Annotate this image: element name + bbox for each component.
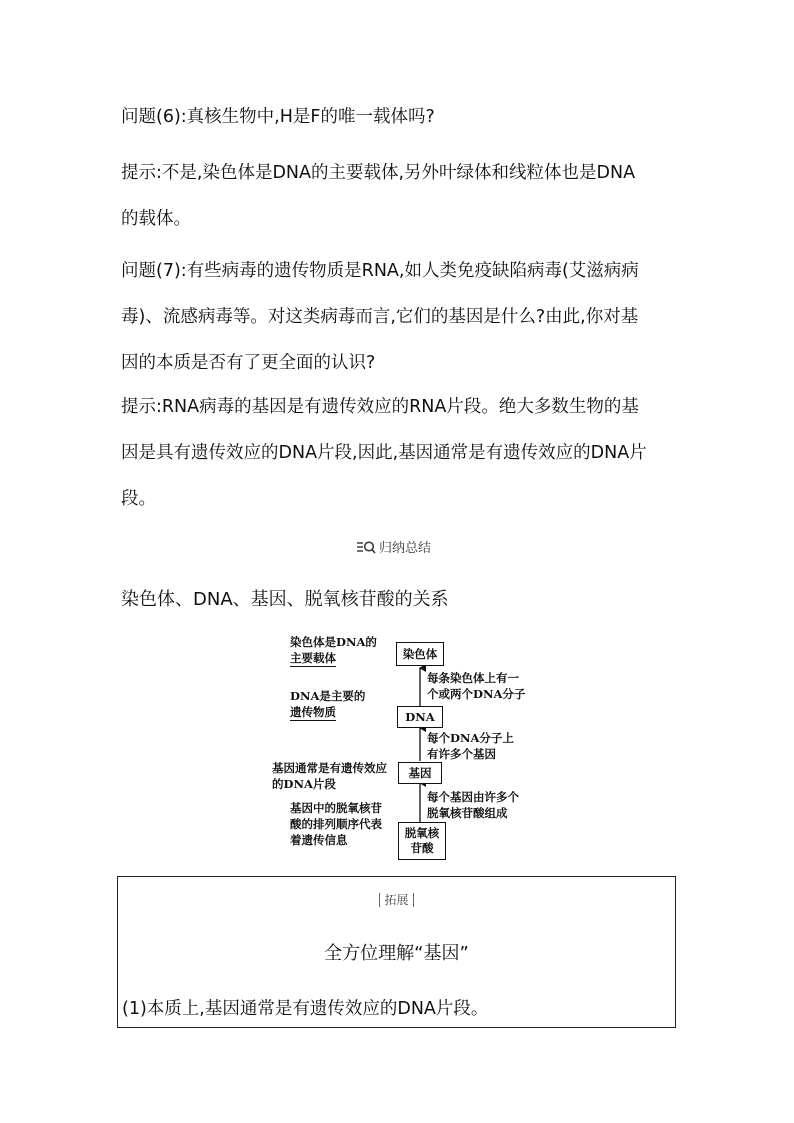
text-line: 因是具有遗传效应的DNA片段,因此,基因通常是有遗传效应的DNA片 bbox=[121, 443, 647, 463]
diagram-title: 染色体、DNA、基因、脱氧核苷酸的关系 bbox=[121, 589, 449, 610]
box-deoxynucleotide: 脱氧核 苷酸 bbox=[398, 822, 446, 860]
relationship-diagram bbox=[270, 630, 540, 862]
summary-icon bbox=[356, 540, 376, 554]
extension-box bbox=[117, 876, 676, 1028]
text-line: 提示:不是,染色体是DNA的主要载体,另外叶绿体和线粒体也是DNA bbox=[121, 163, 636, 183]
text-line: 段。 bbox=[121, 489, 156, 509]
summary-label: 归纳总结 bbox=[379, 541, 432, 556]
text-line: 毒)、流感病毒等。对这类病毒而言,它们的基因是什么?由此,你对基 bbox=[121, 307, 639, 327]
answer-6 bbox=[121, 150, 681, 242]
note-dna-genetic-material: DNA是主要的 遗传物质 bbox=[290, 689, 366, 719]
note-chromosome-carrier: 染色体是DNA的 主要载体 bbox=[290, 635, 377, 665]
summary-header bbox=[356, 537, 431, 556]
text-line: 因的本质是否有了更全面的认识? bbox=[121, 353, 376, 373]
text-line: 的载体。 bbox=[121, 209, 191, 229]
extension-title: 全方位理解“基因” bbox=[324, 943, 469, 964]
extension-line: (1)本质上,基因通常是有遗传效应的DNA片段。 bbox=[122, 999, 489, 1019]
text-line: 问题(6):真核生物中,H是F的唯一载体吗? bbox=[121, 107, 435, 127]
extension-tag: 拓展 bbox=[118, 891, 675, 908]
text-line: 提示:RNA病毒的基因是有遗传效应的RNA片段。绝大多数生物的基 bbox=[121, 397, 639, 417]
text-line: 问题(7):有些病毒的遗传物质是RNA,如人类免疫缺陷病毒(艾滋病病 bbox=[121, 261, 639, 281]
question-7 bbox=[121, 248, 681, 386]
box-chromosome: 染色体 bbox=[396, 642, 444, 666]
box-dna: DNA bbox=[397, 706, 443, 728]
label-gene-nucleotide: 每个基因由许多个 脱氧核苷酸组成 bbox=[427, 790, 519, 820]
note-gene-dna-segment: 基因通常是有遗传效应 的DNA片段 bbox=[272, 761, 387, 791]
note-genetic-information: 基因中的脱氧核苷 酸的排列顺序代表 着遗传信息 bbox=[290, 801, 382, 847]
label-chromosome-dna: 每条染色体上有一 个或两个DNA分子 bbox=[427, 671, 526, 701]
answer-7 bbox=[121, 384, 681, 522]
label-dna-gene: 每个DNA分子上 有许多个基因 bbox=[427, 731, 514, 761]
box-gene: 基因 bbox=[398, 762, 442, 784]
question-6 bbox=[121, 94, 681, 140]
